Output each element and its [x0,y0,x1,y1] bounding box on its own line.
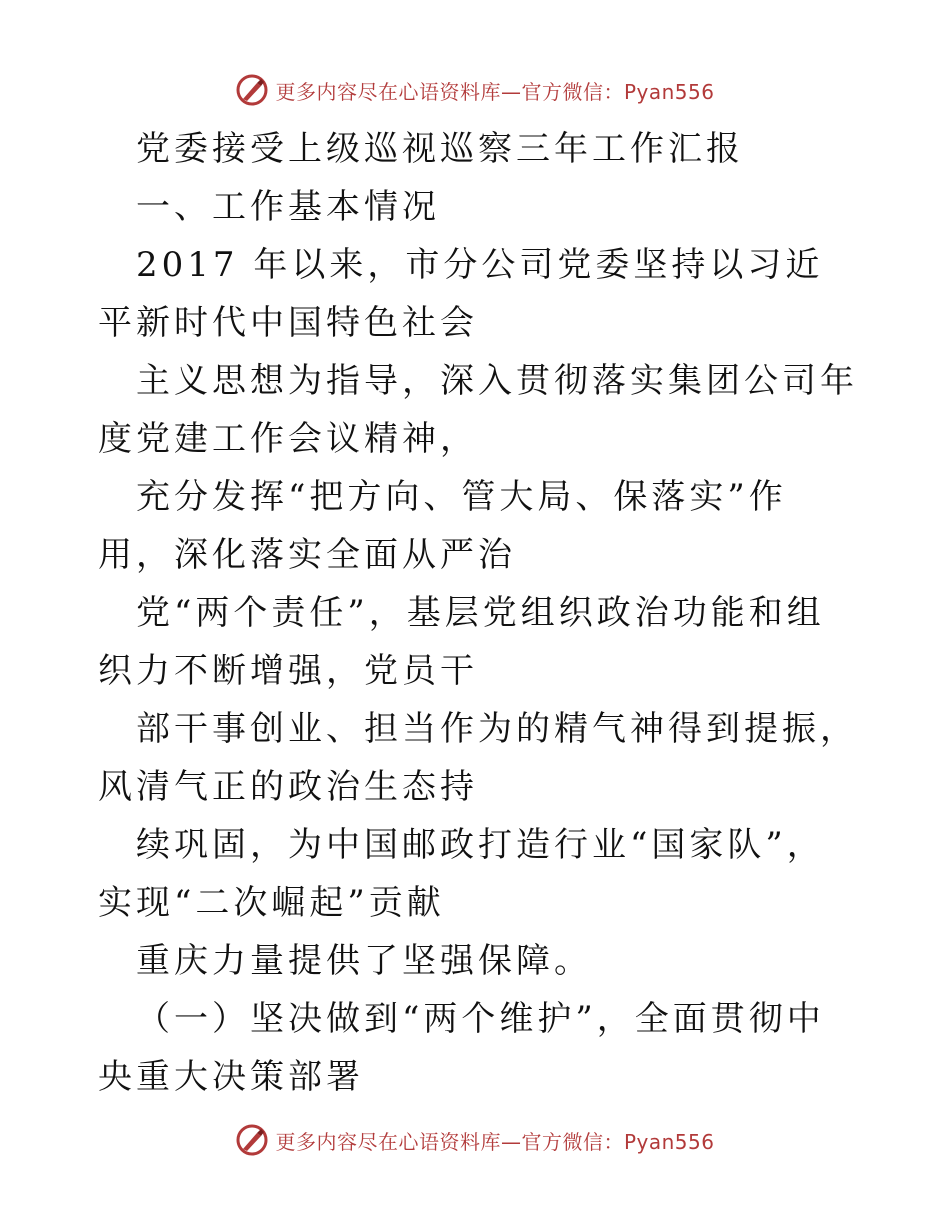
footer-banner-text: 更多内容尽在心语资料库—官方微信：Pyan556 [275,1129,715,1154]
document-body [98,120,858,1106]
pen-circle-logo-icon [235,1123,269,1157]
header-banner-text: 更多内容尽在心语资料库—官方微信：Pyan556 [275,79,715,104]
footer-watermark-banner [0,1120,950,1160]
paragraph: 2017 年以来，市分公司党委坚持以习近平新时代中国特色社会 [98,245,824,343]
header-watermark-banner [0,70,950,110]
paragraph: 续巩固，为中国邮政打造行业“国家队”，实现“二次崛起”贡献 [98,825,825,923]
paragraph: 充分发挥“把方向、管大局、保落实”作用，深化落实全面从严治 [98,477,787,575]
paragraph: 部干事创业、担当作为的精气神得到提振，风清气正的政治生态持 [98,709,858,807]
paragraph: 主义思想为指导，深入贯彻落实集团公司年度党建工作会议精神， [98,361,858,459]
document-title: 党委接受上级巡视巡察三年工作汇报 [136,129,744,169]
paragraph: 党“两个责任”，基层党组织政治功能和组织力不断增强，党员干 [98,593,825,691]
section-heading: 一、工作基本情况 [136,187,440,227]
paragraph: 重庆力量提供了坚强保障。 [136,941,592,981]
pen-circle-logo-icon [235,73,269,107]
subsection-heading: （一）坚决做到“两个维护”，全面贯彻中央重大决策部署 [98,999,825,1097]
